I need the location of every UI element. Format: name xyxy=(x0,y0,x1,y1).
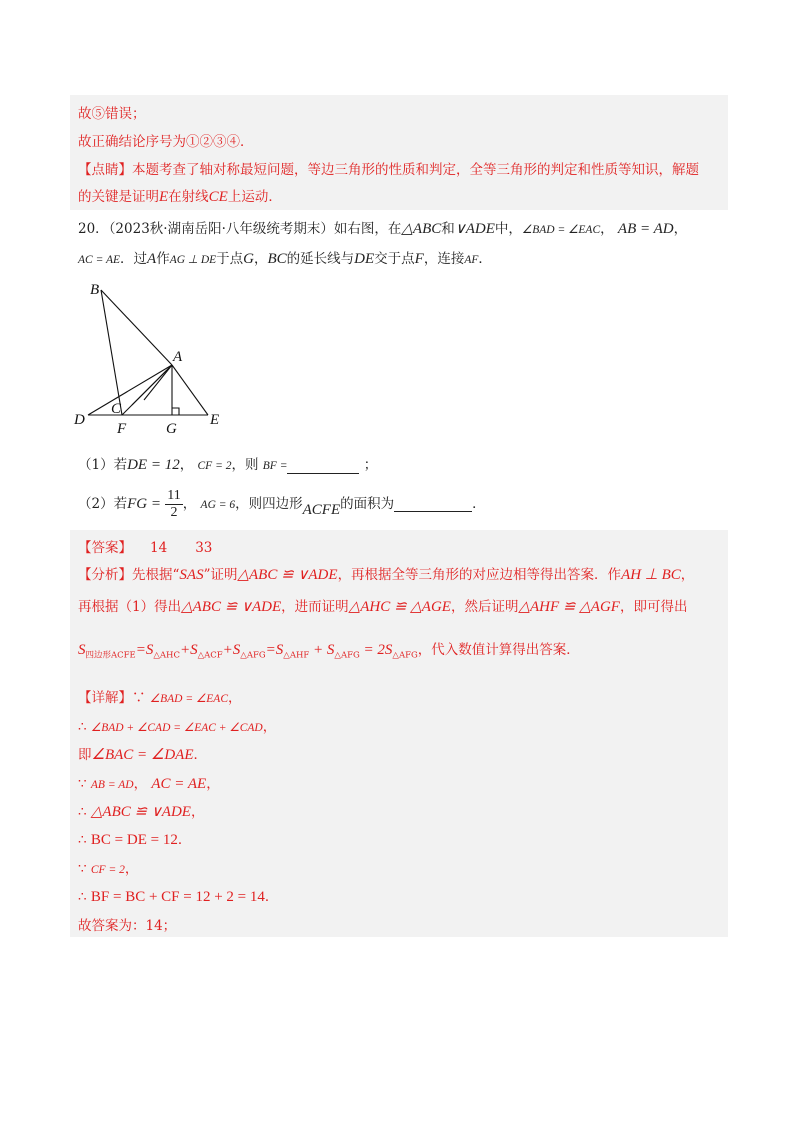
analysis-tag: 【分析】 xyxy=(78,567,132,583)
math: AF xyxy=(464,254,479,266)
subscript: 四边形ACFE xyxy=(85,650,136,661)
math: + S xyxy=(309,642,335,658)
text: 和 xyxy=(441,221,455,237)
detail-line-6 xyxy=(78,828,191,849)
detail-line-4 xyxy=(78,772,220,793)
math: G xyxy=(243,251,254,267)
label-c: C xyxy=(111,401,122,417)
math: ∠BAD = ∠EAC xyxy=(521,224,601,236)
math: CF = 2 xyxy=(90,864,125,876)
label-f: F xyxy=(117,421,127,437)
detail-line-3 xyxy=(78,743,207,764)
math: ∠BAD = ∠EAC xyxy=(149,693,229,705)
analysis-line-b xyxy=(78,595,687,616)
math: △ABC ≌ ∨ADE xyxy=(181,599,282,615)
detail-line-2 xyxy=(78,715,276,735)
detail-line-7 xyxy=(78,857,138,877)
answer-value-2: 33 xyxy=(195,540,213,556)
subscript: △AFG xyxy=(334,650,360,661)
math: DE = 12 xyxy=(127,457,180,473)
text: ，则 xyxy=(231,457,259,473)
math: ∨ADE xyxy=(454,221,495,237)
text: ．过 xyxy=(120,251,148,267)
answer-line xyxy=(78,536,212,556)
therefore-symbol: ∴ xyxy=(78,719,87,735)
math: =S xyxy=(265,642,284,658)
text: ， xyxy=(600,221,614,237)
point-text: 本题考查了轴对称最短问题，等边三角形的性质和判定，全等三角形的判定和性质等知识，解题 xyxy=(132,162,699,178)
math: A xyxy=(147,251,157,267)
text: ，连接 xyxy=(423,251,465,267)
therefore-symbol: ∴ xyxy=(78,889,87,905)
math: AG ⊥ DE xyxy=(169,254,217,266)
because-symbol: ∵ xyxy=(78,776,87,792)
math: △AHF ≌ △AGF xyxy=(518,599,620,615)
text: ，进而证明 xyxy=(281,599,349,615)
text: ， xyxy=(262,719,277,735)
text: ， xyxy=(182,496,197,512)
math: ∠BAC = ∠DAE xyxy=(91,747,194,763)
question-line-a xyxy=(78,217,687,238)
text: ，代入数值计算得出答案． xyxy=(417,642,580,658)
text: 即 xyxy=(78,747,92,763)
math: CF = 2 xyxy=(197,460,232,472)
because-symbol: ∵ xyxy=(132,690,146,706)
point-tag: 【点睛】 xyxy=(78,162,132,178)
numerator: 11 xyxy=(167,488,181,503)
therefore-symbol: ∴ xyxy=(78,832,87,848)
math: S xyxy=(78,642,86,658)
text: ． xyxy=(193,747,208,763)
text: ， xyxy=(254,251,268,267)
detail-line-5 xyxy=(78,800,204,821)
label-a: A xyxy=(173,349,183,365)
text: ． xyxy=(472,496,486,512)
math: BF = xyxy=(262,460,288,472)
label-b: B xyxy=(90,282,100,298)
math: △AHC ≌ △AGE xyxy=(348,599,451,615)
subscript: △AHC xyxy=(153,650,180,661)
math: CE xyxy=(208,189,228,205)
text-line: 故正确结论序号为①②③④． xyxy=(78,134,254,150)
label-e: E xyxy=(210,412,220,428)
text: （2）若 xyxy=(78,496,128,512)
subscript: △ACF xyxy=(197,650,223,661)
text: 上运动． xyxy=(227,189,282,205)
text: ， xyxy=(190,804,205,820)
therefore-symbol: ∴ xyxy=(78,804,87,820)
text: ． xyxy=(478,251,492,267)
math: SAS xyxy=(179,567,204,583)
math: =S xyxy=(135,642,154,658)
text: 再根据（1）得出 xyxy=(78,599,182,615)
text: ； xyxy=(363,457,378,473)
math: ∠BAD + ∠CAD = ∠EAC + ∠CAD xyxy=(90,722,263,734)
math: BC xyxy=(267,251,287,267)
analysis-line-a xyxy=(78,563,694,584)
text: ． xyxy=(177,832,192,848)
right-angle-mark xyxy=(172,408,179,415)
text: ， xyxy=(228,690,242,706)
text: 作 xyxy=(156,251,170,267)
segment-ca-extra xyxy=(144,365,172,400)
math: = 2S xyxy=(359,642,393,658)
text: 的关键是证明 xyxy=(78,189,159,205)
text-line: 故⑤错误； xyxy=(78,106,146,122)
part2-line xyxy=(78,484,486,525)
subscript: △AHF xyxy=(283,650,310,661)
math: AB = AD xyxy=(90,779,134,791)
text: 的面积为 xyxy=(340,496,395,512)
point-line-b xyxy=(78,185,282,206)
label-g: G xyxy=(166,421,177,437)
math: AC = AE xyxy=(78,254,121,266)
math: △ABC ≌ ∨ADE xyxy=(237,567,338,583)
detail-line-8 xyxy=(78,885,278,906)
text: ， xyxy=(206,776,220,792)
text: 在射线 xyxy=(168,189,209,205)
text: 于点 xyxy=(216,251,244,267)
math: ACFE xyxy=(302,502,341,518)
text: ，则四边形 xyxy=(235,496,303,512)
text: （1）若 xyxy=(78,457,128,473)
question-line-b xyxy=(78,247,492,268)
question-source: （2023秋·湖南岳阳·八年级统考期末） xyxy=(108,221,334,237)
math: +S xyxy=(179,642,198,658)
because-symbol: ∵ xyxy=(78,861,87,877)
text: ， xyxy=(124,861,139,877)
text: 的延长线与 xyxy=(286,251,355,267)
text: ，然后证明 xyxy=(450,599,519,615)
area-formula-line xyxy=(78,638,580,661)
text: ， xyxy=(673,221,688,237)
math: +S xyxy=(222,642,241,658)
math: △ABC xyxy=(401,221,442,237)
math: FG = xyxy=(127,496,161,512)
point-line-a xyxy=(78,158,699,178)
detail-tag: 【详解】 xyxy=(78,690,132,706)
math: AH ⊥ BC xyxy=(621,567,681,583)
answer-value-1: 14 xyxy=(150,540,168,556)
text: 先根据“ xyxy=(132,567,180,583)
text: ， xyxy=(179,457,194,473)
text: ，即可得出 xyxy=(619,599,688,615)
answer-tag: 【答案】 xyxy=(78,540,132,556)
text: ． xyxy=(264,889,279,905)
answer-blank-1[interactable] xyxy=(287,459,359,474)
denominator: 2 xyxy=(170,505,178,520)
math: BC = DE = 12 xyxy=(90,832,178,848)
answer-blank-2[interactable] xyxy=(394,497,472,512)
subscript: △AFG xyxy=(392,650,418,661)
math: BF = BC + CF = 12 + 2 = 14 xyxy=(90,889,265,905)
text: 中， xyxy=(494,221,522,237)
geometry-figure xyxy=(70,275,240,440)
detail-line-1 xyxy=(78,686,242,706)
math: DE xyxy=(354,251,375,267)
text: ，再根据全等三角形的对应边相等得出答案．作 xyxy=(337,567,622,583)
question-number: 20． xyxy=(78,221,109,237)
math: △ABC ≌ ∨ADE xyxy=(90,804,191,820)
math: AB = AD xyxy=(617,221,674,237)
text: ， xyxy=(133,776,148,792)
math: AC = AE xyxy=(151,776,207,792)
math: F xyxy=(414,251,424,267)
text: ， xyxy=(680,567,695,583)
label-d: D xyxy=(74,412,85,428)
subscript: △AFG xyxy=(240,650,266,661)
text: 如右图，在 xyxy=(333,221,402,237)
text: 交于点 xyxy=(374,251,415,267)
detail-line-9: 故答案为：14； xyxy=(78,918,177,934)
text: ”证明 xyxy=(203,567,238,583)
fraction xyxy=(165,489,182,520)
math: AG = 6 xyxy=(200,499,236,511)
math: E xyxy=(159,189,169,205)
part1-line xyxy=(78,453,377,474)
